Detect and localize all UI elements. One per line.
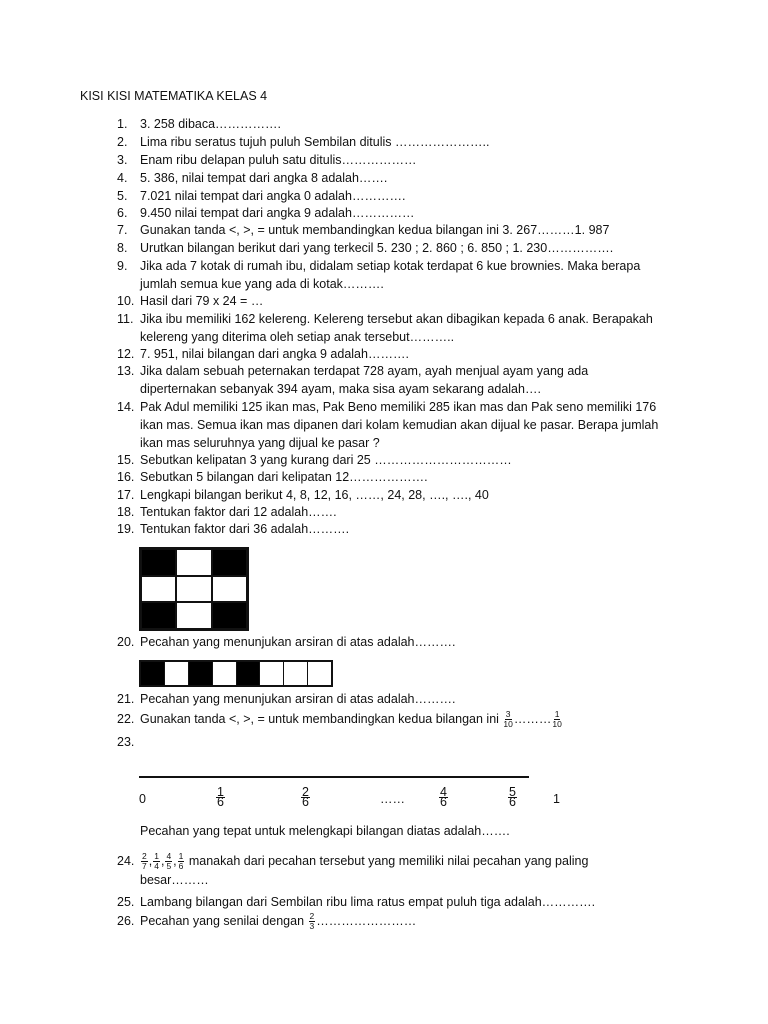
number-line-frac-2: $\frac{2}{6}$ (302, 785, 309, 809)
grid-cell-7 (141, 602, 176, 629)
grid-cell-6 (212, 576, 247, 603)
grid-cell-9 (212, 602, 247, 629)
fraction-1-4: $\frac{1}{4}$ (154, 851, 159, 872)
strip-cell-2 (165, 662, 189, 685)
grid-cell-8 (176, 602, 211, 629)
strip-cell-1 (141, 662, 165, 685)
page-title: KISI KISI MATEMATIKA KELAS 4 (80, 89, 268, 103)
strip-cell-6 (260, 662, 284, 685)
grid-cell-2 (176, 549, 211, 576)
fraction-2-7: $\frac{2}{7}$ (142, 851, 147, 872)
fraction-b: $\frac{1}{10}$ (552, 709, 562, 730)
strip-cell-7 (284, 662, 308, 685)
fraction-1-6: $\frac{1}{6}$ (178, 851, 184, 872)
grid-cell-3 (212, 549, 247, 576)
strip-cell-4 (213, 662, 237, 685)
strip-cell-5 (237, 662, 261, 685)
grid-cell-4 (141, 576, 176, 603)
grid-cell-5 (176, 576, 211, 603)
number-line-frac-1: $\frac{1}{6}$ (217, 785, 224, 809)
number-line (139, 776, 529, 778)
number-line-frac-5: $\frac{5}{6}$ (509, 785, 516, 809)
shaded-grid (139, 547, 249, 631)
number-line-end: 1 (553, 792, 560, 806)
number-line-frac-4: $\frac{4}{6}$ (440, 785, 447, 809)
number-line-start: 0 (139, 792, 146, 806)
fraction-2-3: $\frac{2}{3}$ (309, 911, 315, 932)
number-line-gap: …… (380, 792, 405, 806)
grid-cell-1 (141, 549, 176, 576)
strip-cell-8 (308, 662, 331, 685)
fraction-4-5: $\frac{4}{5}$ (166, 851, 172, 872)
fraction-a: $\frac{3}{10}$ (503, 709, 513, 730)
strip-cell-3 (189, 662, 213, 685)
shaded-strip (139, 660, 333, 687)
question-23-caption: Pecahan yang tepat untuk melengkapi bilangan diatas adalah……. (140, 824, 510, 838)
